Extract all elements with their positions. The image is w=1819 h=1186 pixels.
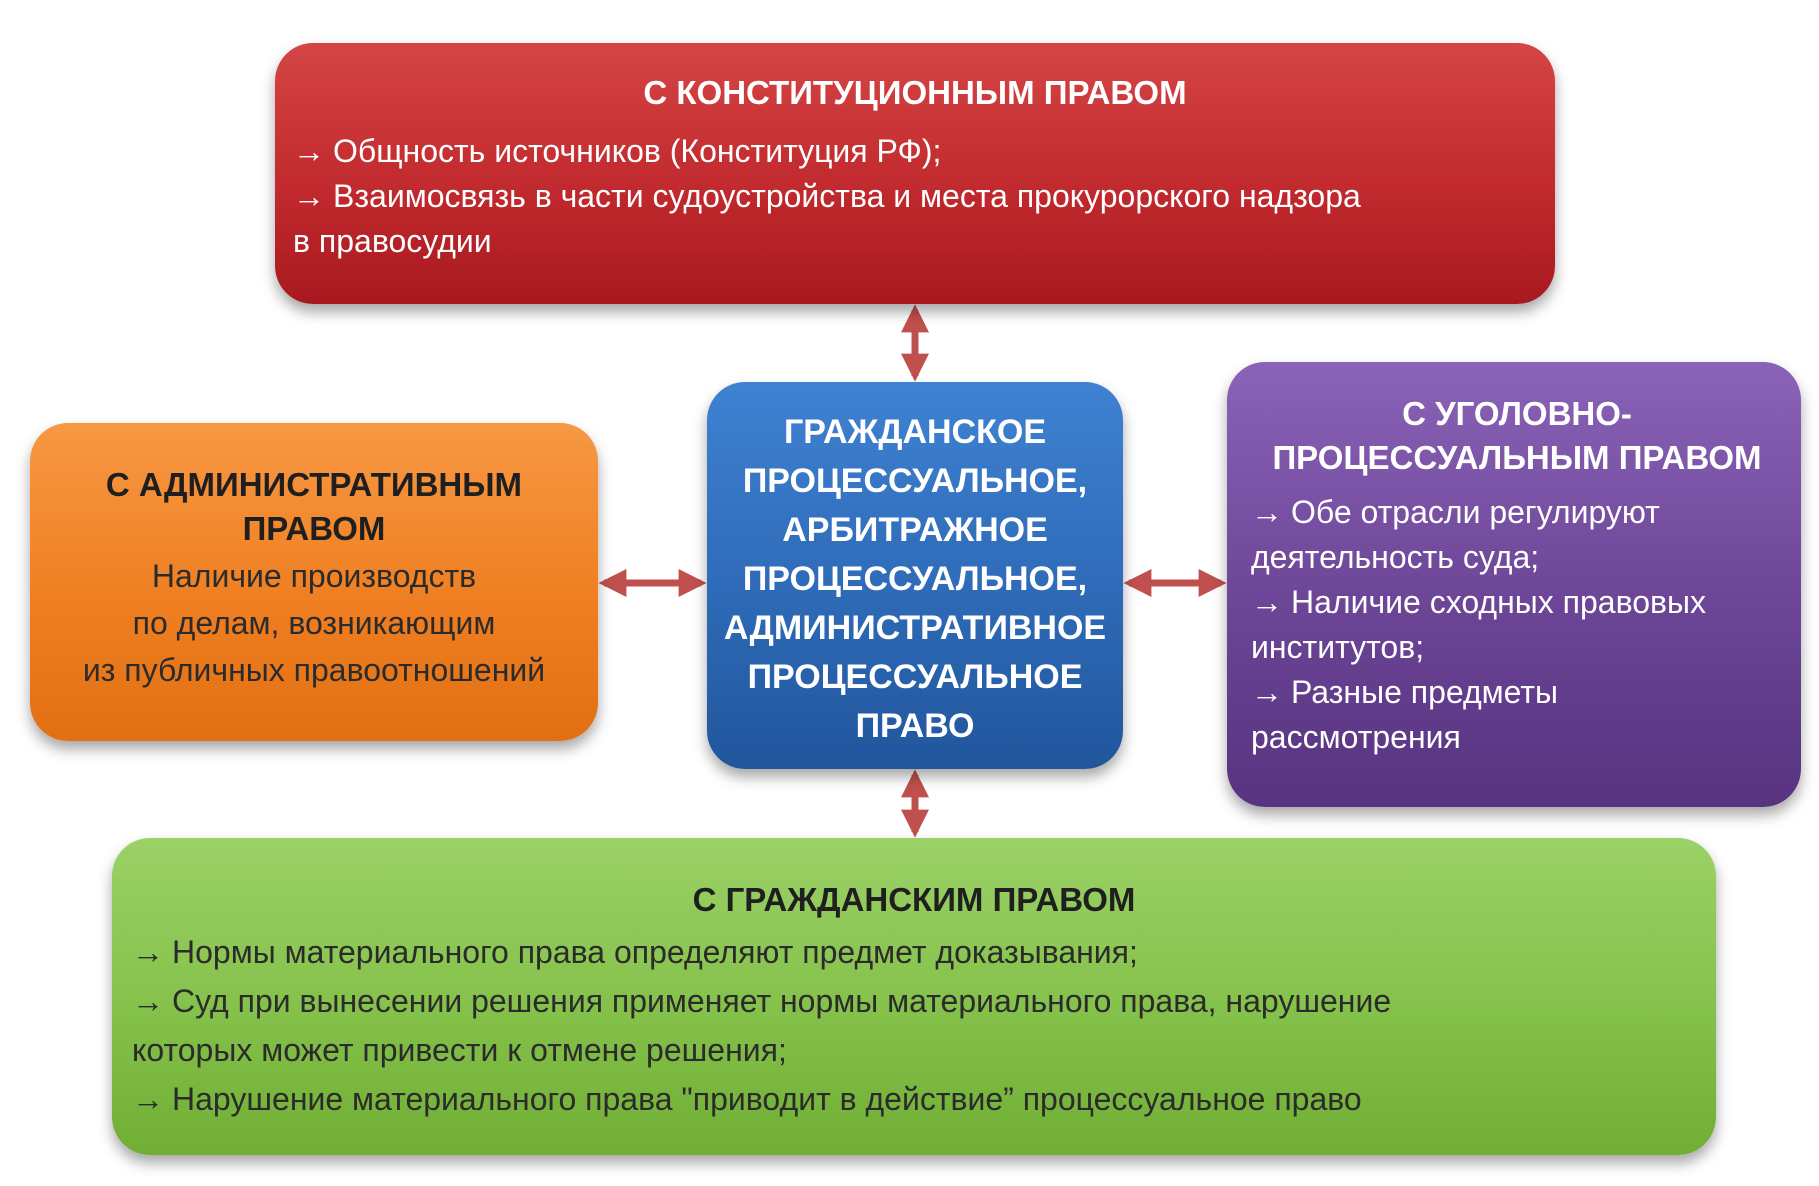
criminal-procedure-law-box (1227, 362, 1801, 807)
constitutional-law-box (275, 43, 1555, 304)
procedural-law-center-box (707, 382, 1123, 769)
arrow-right-icon: → (132, 983, 164, 1019)
civil-law-text (132, 928, 1696, 1124)
arrow-right-icon: → (293, 133, 325, 169)
administrative-law-title: С АДМИНИСТРАТИВНЫМ ПРАВОМ (105, 466, 523, 547)
constitutional-law-text (293, 129, 1537, 264)
list-item: → Разные предметы (1251, 674, 1559, 710)
arrow-right-icon: → (1251, 494, 1283, 530)
arrow-right-icon: → (132, 1081, 164, 1117)
procedural-law-title: ГРАЖДАНСКОЕ ПРОЦЕССУАЛЬНОЕ, АРБИТРАЖНОЕ ПРОЦЕССУАЛЬНОЕ, АДМИНИСТРАТИВНОЕ ПРОЦЕССУАЛЬНОЕ ПРАВО (723, 413, 1107, 745)
administrative-law-box (30, 423, 598, 741)
arrow-right-icon: → (1251, 674, 1283, 710)
list-item: → Взаимосвязь в части судоустройства и места прокурорского надзора (293, 178, 1361, 214)
arrow-right-icon: → (293, 178, 325, 214)
list-item: → Суд при вынесении решения применяет нормы материального права, нарушение (132, 983, 1392, 1019)
administrative-law-text: Наличие производств по делам, возникающим из публичных правоотношений (82, 558, 546, 688)
arrow-right-icon: → (1251, 584, 1283, 620)
list-item-continuation: в правосудии (293, 223, 492, 259)
list-item-continuation: институтов; (1251, 629, 1425, 665)
constitutional-law-title: С КОНСТИТУЦИОННЫМ ПРАВОМ (643, 74, 1187, 111)
arrow-right-icon: → (132, 934, 164, 970)
civil-law-title: С ГРАЖДАНСКИМ ПРАВОМ (692, 881, 1136, 918)
criminal-procedure-law-text (1251, 490, 1783, 760)
list-item-continuation: которых может привести к отмене решения; (132, 1032, 787, 1068)
list-item-continuation: рассмотрения (1251, 719, 1461, 755)
list-item: → Нарушение материального права "приводит в действие” процессуальное право (132, 1081, 1362, 1117)
criminal-procedure-law-title: С УГОЛОВНО- ПРОЦЕССУАЛЬНЫМ ПРАВОМ (1272, 395, 1762, 476)
list-item: → Общность источников (Конституция РФ); (293, 133, 942, 169)
list-item-continuation: деятельность суда; (1251, 539, 1540, 575)
civil-law-box (112, 838, 1716, 1155)
list-item: → Обе отрасли регулируют (1251, 494, 1660, 530)
list-item: → Нормы материального права определяют предмет доказывания; (132, 934, 1138, 970)
list-item: → Наличие сходных правовых (1251, 584, 1707, 620)
